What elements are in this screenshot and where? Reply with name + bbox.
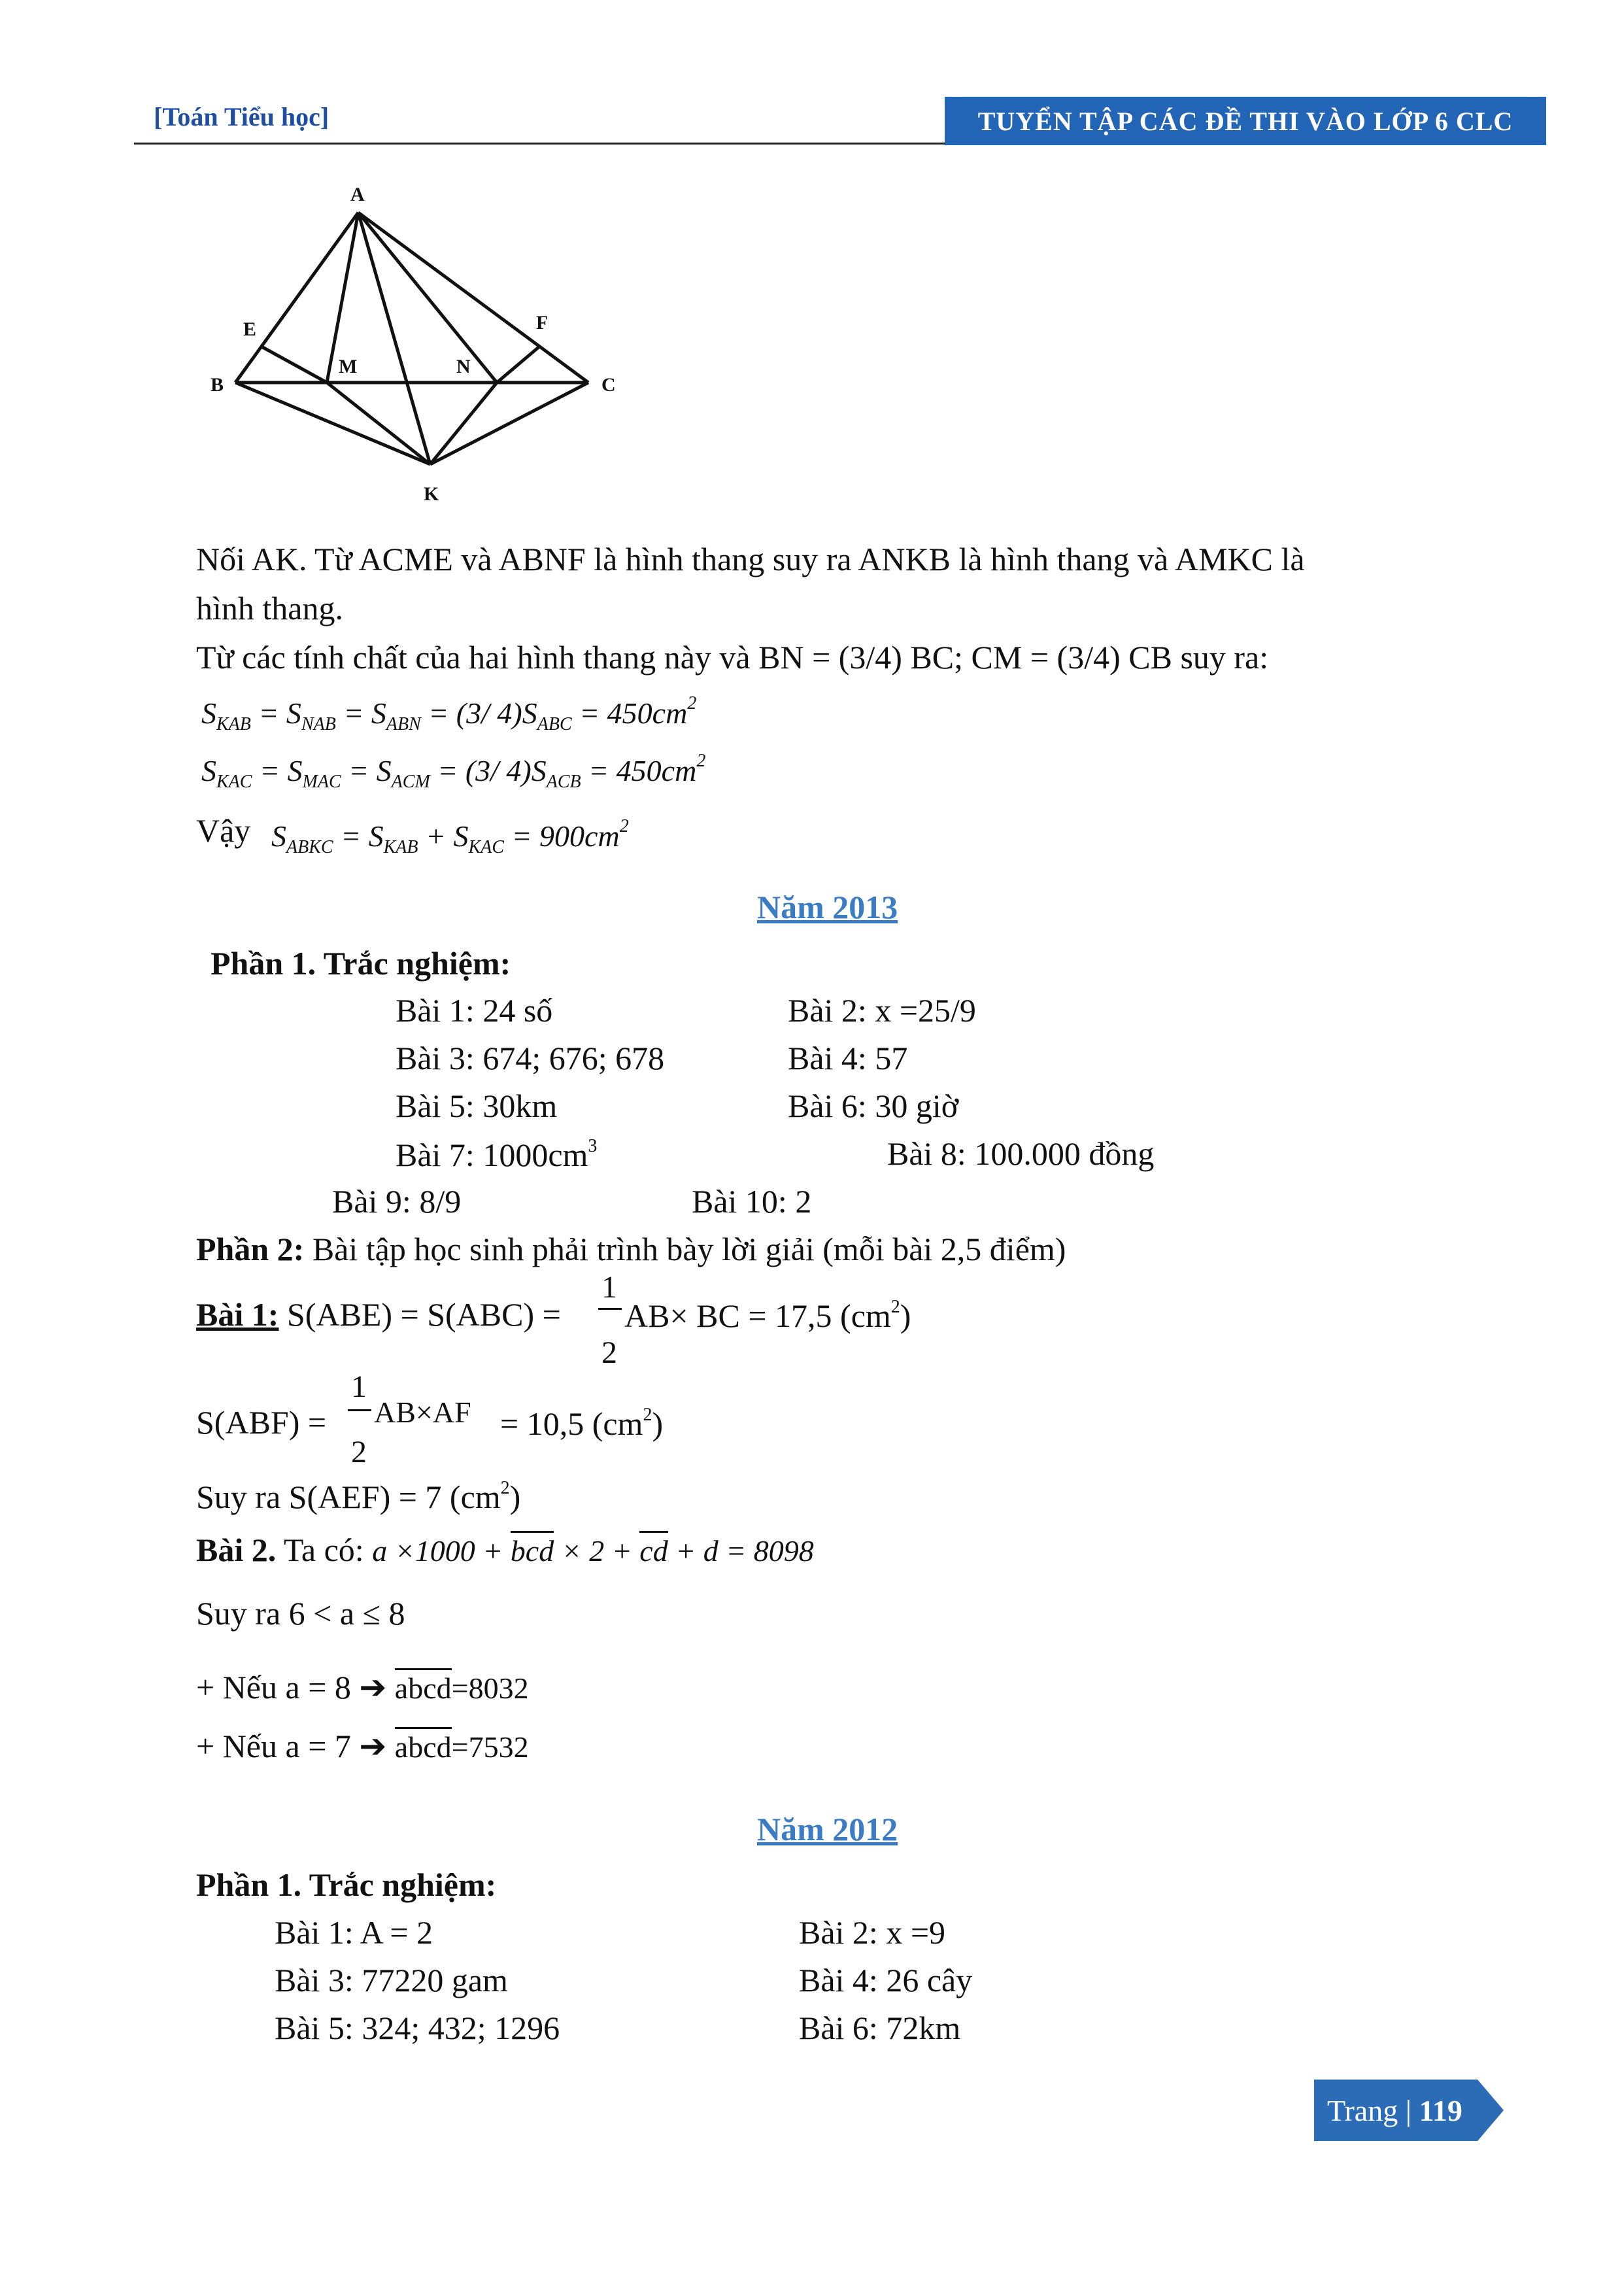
label-K: K [424,483,439,505]
bai1-fraction-num: 1 [601,1270,617,1305]
y2013-answer-8: Bài 8: 100.000 đồng [887,1135,1155,1172]
solution-line-1: Nối AK. Từ ACME và ABNF là hình thang suy ra ANKB là hình thang và AMKC là [196,541,1305,577]
solution-line-3: Từ các tính chất của hai hình thang này và BN = (3/4) BC; CM = (3/4) CB suy ra: [196,639,1269,676]
edge-AC [358,213,588,383]
bai2-inequality: Suy ra 6 < a ≤ 8 [196,1595,405,1632]
abf-value: = 10,5 $(cm^2)$ [500,1405,664,1442]
edge-EM [262,347,327,383]
solution-line-2: hình thang. [196,590,343,626]
page-number-tab: Trang | 119 [1314,2080,1478,2141]
header-left-title: [Toán Tiểu học] [154,102,329,131]
y2013-answer-3: Bài 3: 674; 676; 678 [396,1040,665,1076]
label-C: C [601,374,616,396]
y2013-part2: Phần 2: Bài tập học sinh phải trình bày lời giải (mỗi bài 2,5 điểm) [196,1231,1066,1267]
label-A: A [350,184,365,205]
y2013-answer-1: Bài 1: 24 số [396,992,553,1029]
edge-AK [358,213,430,464]
abf-fraction-num: 1 [351,1369,367,1404]
formula-kab: $S_{KAB} = S_{NAB} = S_{ABN} = (3/$ $4)S_{ABC} = 450cm^2$ [201,693,697,734]
edge-NK [430,383,497,464]
bai1-fraction-bar [598,1308,622,1310]
label-F: F [536,312,549,334]
y2013-answer-6: Bài 6: 30 giờ [788,1088,959,1124]
abf-fraction-bar [348,1409,371,1411]
year-2013-heading: Năm 2013 [757,889,898,925]
page-tab-arrow [1478,2080,1504,2141]
label-E: E [243,318,257,340]
formula-abkc: $S_{ABKC} = S_{KAB} + S_{KAC} = 900cm^2$ [271,816,629,857]
bai2-line: Bài 2. Ta có: a ×1000 + bcd × 2 + cd + d = 8098 [196,1532,814,1568]
formula-kac: $S_{KAC} = S_{MAC} = S_{ACM} = (3/$ $4)S_{ACB} = 450cm^2$ [201,751,706,792]
conclusion-label: Vậy [196,812,251,849]
label-M: M [339,356,358,377]
y2012-answer-1: Bài 1: A = 2 [275,1914,433,1951]
bai2-case-2: + Nếu a = 7 ➔ abcd=7532 [196,1728,529,1764]
y2013-answer-5: Bài 5: 30km [396,1088,558,1124]
edge-BK [235,383,430,464]
y2012-answer-4: Bài 4: 26 cây [799,1962,973,1998]
y2013-answer-10: Bài 10: 2 [692,1183,812,1220]
header-rule [134,143,945,145]
y2013-answer-2: Bài 2: x =25/9 [788,992,976,1029]
header-right-title: TUYỂN TẬP CÁC ĐỀ THI VÀO LỚP 6 CLC [945,97,1546,145]
y2012-answer-5: Bài 5: 324; 432; 1296 [275,2010,560,2046]
y2012-answer-3: Bài 3: 77220 gam [275,1962,508,1998]
label-B: B [211,374,224,396]
geometry-figure [196,173,654,513]
bai1-line: Bài 1: S(ABE) = S(ABC) = [196,1296,561,1333]
bai1-result: AB× BC = 17,5 $(cm^2)$ [624,1297,911,1334]
edge-FN [497,347,539,383]
y2013-answer-4: Bài 4: 57 [788,1040,908,1076]
y2012-answer-2: Bài 2: x =9 [799,1914,946,1951]
edge-CK [430,383,588,464]
y2013-answer-7: Bài 7: $1000cm^3$ [396,1136,598,1173]
y2013-answer-9: Bài 9: 8/9 [332,1183,462,1220]
abf-product: AB×AF [374,1396,471,1429]
y2012-answer-6: Bài 6: 72km [799,2010,961,2046]
bai1-fraction-den: 2 [601,1335,617,1370]
label-N: N [456,356,471,377]
year-2012-heading: Năm 2012 [757,1811,898,1847]
y2013-part1-title: Phần 1. Trắc nghiệm: [211,945,511,982]
bai2-case-1: + Nếu a = 8 ➔ abcd=8032 [196,1669,529,1705]
abf-label: S(ABF) = [196,1404,327,1441]
y2012-part1-title: Phần 1. Trắc nghiệm: [196,1866,497,1903]
edge-MK [327,383,430,464]
abf-fraction-den: 2 [351,1435,367,1469]
aef-line: Suy ra S(AEF) = 7 $(cm^2)$ [196,1478,521,1515]
